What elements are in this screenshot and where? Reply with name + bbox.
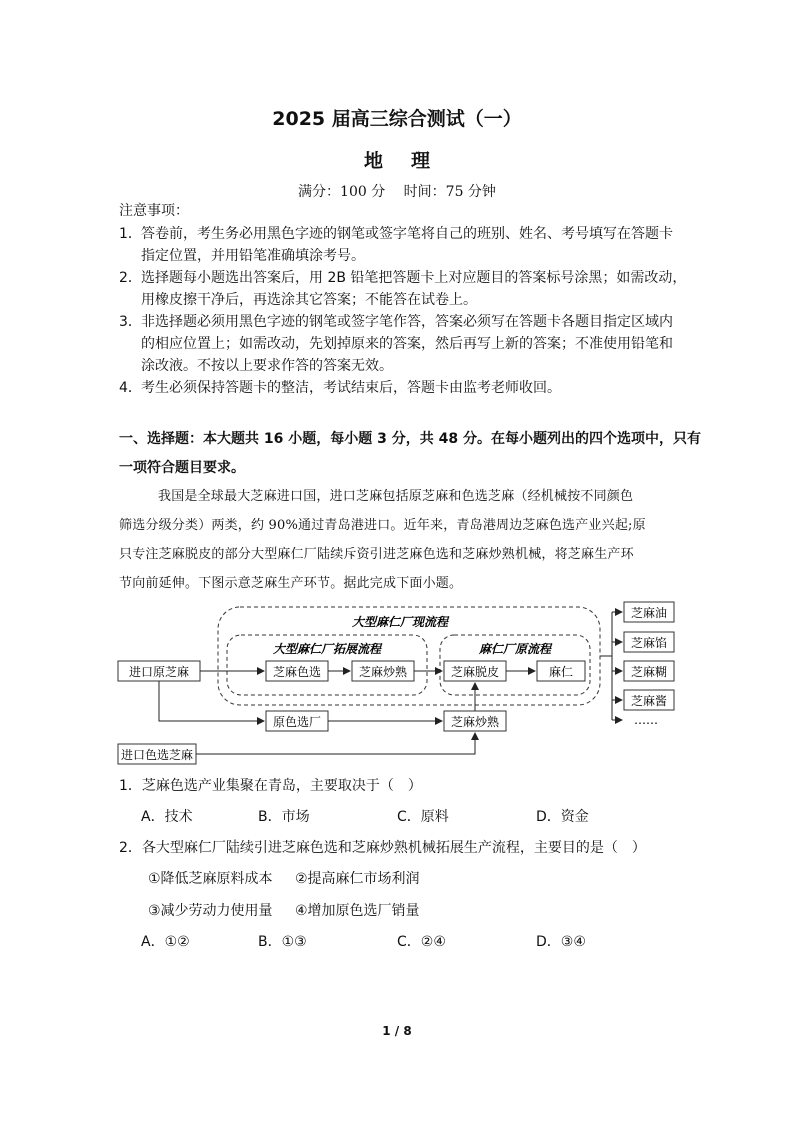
current-process-label: 大型麻仁厂现流程 xyxy=(351,615,449,629)
question-1-option-b[interactable]: B．市场 xyxy=(258,809,310,825)
node-import-raw-label: 进口原芝麻 xyxy=(128,665,190,679)
section-heading-line2: 一项符合题目要求。 xyxy=(119,460,245,476)
question-2-option-c[interactable]: C．②④ xyxy=(397,934,446,950)
exam-meta: 满分：100 分 时间：75 分钟 xyxy=(298,184,496,200)
question-2-option-d[interactable]: D．③④ xyxy=(536,934,586,950)
product-ellipsis: …… xyxy=(634,713,658,727)
note-number: 1． xyxy=(119,226,142,242)
note-text: 非选择题必须用黑色字迹的钢笔或签字笔作答，答案必须写在答题卡各题目指定区域内 xyxy=(141,314,673,330)
note-number: 4． xyxy=(119,380,142,396)
note-2-cont: 用橡皮擦干净后，再选涂其它答案；不能答在试卷上。 xyxy=(141,292,477,308)
question-1-option-c[interactable]: C．原料 xyxy=(397,809,449,825)
product-label: 芝麻糊 xyxy=(630,665,668,679)
passage-line-2: 筛选分级分类）两类，约 90%通过青岛港进口。近年来，青岛港周边芝麻色选产业兴起;原 xyxy=(119,518,646,533)
question-2-statement-1: ①降低芝麻原料成本 xyxy=(148,871,273,887)
section-heading-line1: 一、选择题：本大题共 16 小题，每小题 3 分，共 48 分。在每小题列出的四个选项中，只有 xyxy=(119,431,701,447)
passage-line-3: 只专注芝麻脱皮的部分大型麻仁厂陆续斥资引进芝麻色选和芝麻炒熟机械，将芝麻生产环 xyxy=(119,547,634,562)
note-3-cont-2: 涂改液。不按以上要求作答的答案无效。 xyxy=(141,358,393,374)
question-2-option-a[interactable]: A．①② xyxy=(141,934,190,950)
page-number: 1 / 8 xyxy=(382,1024,412,1038)
node-roast-bottom-label: 芝麻炒熟 xyxy=(450,715,500,729)
node-color-sort-label: 芝麻色选 xyxy=(272,665,322,679)
passage-line-4: 节向前延伸。下图示意芝麻生产环节。据此完成下面小题。 xyxy=(119,576,463,591)
note-1-cont: 指定位置，并用铅笔准确填涂考号。 xyxy=(141,248,365,264)
arrow xyxy=(196,733,475,754)
note-number: 2． xyxy=(119,270,142,286)
question-2-statement-2: ②提高麻仁市场利润 xyxy=(295,871,420,887)
note-text: 答卷前，考生务必用黑色字迹的钢笔或签字笔将自己的班别、姓名、考号填写在答题卡 xyxy=(141,226,673,242)
node-raw-sort-factory-label: 原色选厂 xyxy=(272,715,322,729)
exam-title: 2025 届高三综合测试（一） xyxy=(272,108,522,130)
node-dehull-label: 芝麻脱皮 xyxy=(450,665,500,679)
note-3-cont-1: 的相应位置上；如需改动，先划掉原来的答案，然后再写上新的答案；不准使用铅笔和 xyxy=(141,336,673,352)
note-number: 3． xyxy=(119,314,142,330)
note-text: 考生必须保持答题卡的整洁，考试结束后，答题卡由监考老师收回。 xyxy=(141,380,561,396)
question-2-statement-3: ③减少劳动力使用量 xyxy=(148,903,273,919)
question-2-option-b[interactable]: B．①③ xyxy=(258,934,307,950)
product-label: 芝麻酱 xyxy=(630,694,668,708)
node-roast-top-label: 芝麻炒熟 xyxy=(358,665,408,679)
subject-title: 地理 xyxy=(363,150,458,172)
question-1-option-d[interactable]: D．资金 xyxy=(536,809,589,825)
question-1-option-a[interactable]: A．技术 xyxy=(141,809,193,825)
expand-process-label: 大型麻仁厂拓展流程 xyxy=(272,642,382,656)
question-2-stem: 2．各大型麻仁厂陆续引进芝麻色选和芝麻炒熟机械拓展生产流程，主要目的是（ ） xyxy=(119,840,646,856)
arrow xyxy=(159,681,264,721)
node-import-sorted-label: 进口色选芝麻 xyxy=(120,748,194,762)
notes-heading: 注意事项： xyxy=(119,203,189,219)
product-label: 芝麻油 xyxy=(630,606,668,620)
note-text: 选择题每小题选出答案后，用 2B 铅笔把答题卡上对应题目的答案标号涂黑；如需改动， xyxy=(141,270,687,286)
product-label: 芝麻馅 xyxy=(630,636,668,650)
node-kernel-label: 麻仁 xyxy=(548,665,574,679)
original-process-label: 麻仁厂原流程 xyxy=(478,642,552,656)
question-1-stem: 1．芝麻色选产业集聚在青岛，主要取决于（ ） xyxy=(119,778,422,794)
question-2-statement-4: ④增加原色选厂销量 xyxy=(295,903,420,919)
passage-line-1: 我国是全球最大芝麻进口国，进口芝麻包括原芝麻和色选芝麻（经机械按不同颜色 xyxy=(158,489,634,504)
